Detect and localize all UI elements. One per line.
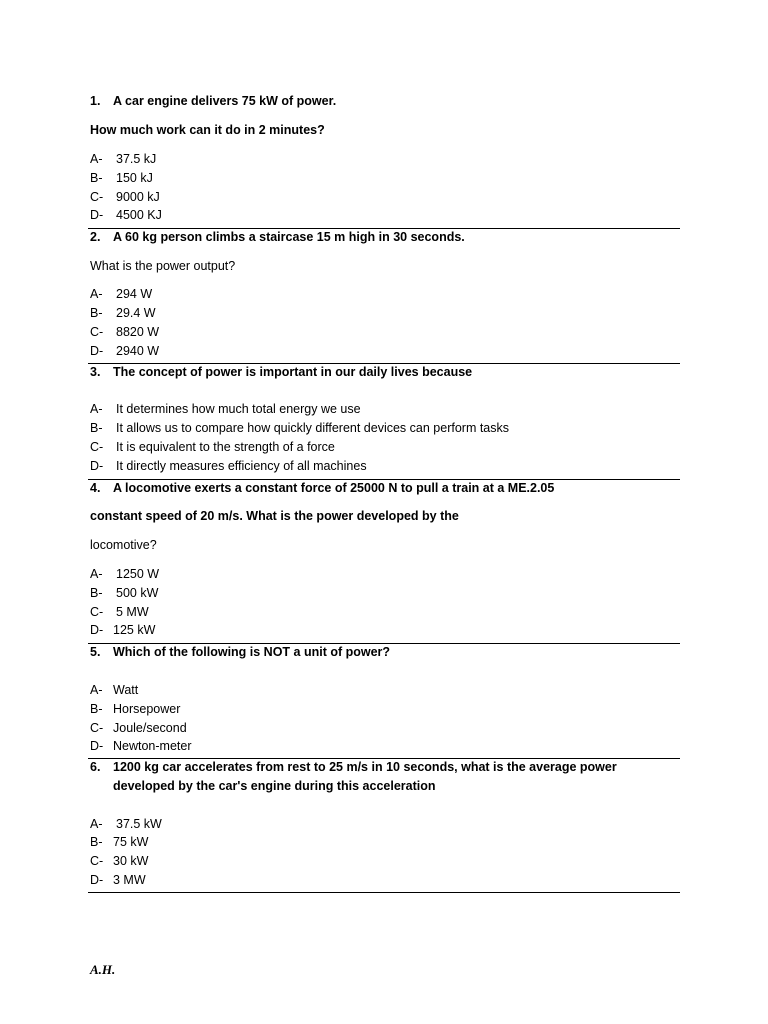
question-3-stem: 3. The concept of power is important in our daily lives because <box>90 365 473 379</box>
question-5-option-d: D- Newton-meter <box>90 739 192 753</box>
question-3-option-a: A- It determines how much total energy we use <box>90 402 361 416</box>
question-1-option-b: B- 150 kJ <box>90 171 153 185</box>
author-signature: A.H. <box>90 962 116 977</box>
question-4-option-c: C- 5 MW <box>90 605 149 619</box>
question-2-option-b: B- 29.4 W <box>90 306 156 320</box>
question-3-option-b: B- It allows us to compare how quickly different devices can perform tasks <box>90 421 509 435</box>
question-divider <box>88 892 680 893</box>
question-2-stem: 2. A 60 kg person climbs a staircase 15 m high in 30 seconds. <box>90 230 465 244</box>
question-1-option-a: A- 37.5 kJ <box>90 152 157 166</box>
question-5-option-b: B- Horsepower <box>90 702 181 716</box>
question-1-option-d: D- 4500 KJ <box>90 208 162 222</box>
question-4-option-d: D- 125 kW <box>90 623 156 637</box>
question-6-option-b: B- 75 kW <box>90 835 149 849</box>
question-6-stem-line-2: developed by the car's engine during this acceleration <box>113 779 436 793</box>
question-2-option-d: D- 2940 W <box>90 344 160 358</box>
question-4-option-b: B- 500 kW <box>90 586 159 600</box>
question-6-stem: 6. 1200 kg car accelerates from rest to 25 m/s in 10 seconds, what is the average power <box>90 760 617 774</box>
question-4-option-a: A- 1250 W <box>90 567 160 581</box>
question-1-prompt: How much work can it do in 2 minutes? <box>90 123 325 137</box>
question-4-prompt: locomotive? <box>90 538 157 552</box>
question-3-option-d: D- It directly measures efficiency of all machines <box>90 459 367 473</box>
question-1-option-c: C- 9000 kJ <box>90 190 160 204</box>
question-2-option-c: C- 8820 W <box>90 325 160 339</box>
question-4-stem-line-2: constant speed of 20 m/s. What is the power developed by the <box>90 509 459 523</box>
question-2-option-a: A- 294 W <box>90 287 153 301</box>
question-4-stem: 4. A locomotive exerts a constant force of 25000 N to pull a train at a ME.2.05 <box>90 481 555 495</box>
question-5-option-a: A- Watt <box>90 683 139 697</box>
question-2-prompt: What is the power output? <box>90 259 236 273</box>
question-6-option-a: A- 37.5 kW <box>90 817 162 831</box>
question-3-option-c: C- It is equivalent to the strength of a force <box>90 440 335 454</box>
question-1-stem: 1. A car engine delivers 75 kW of power. <box>90 94 337 108</box>
question-6-option-d: D- 3 MW <box>90 873 146 887</box>
question-6-option-c: C- 30 kW <box>90 854 149 868</box>
question-5-option-c: C- Joule/second <box>90 721 187 735</box>
question-5-stem: 5. Which of the following is NOT a unit of power? <box>90 645 391 659</box>
